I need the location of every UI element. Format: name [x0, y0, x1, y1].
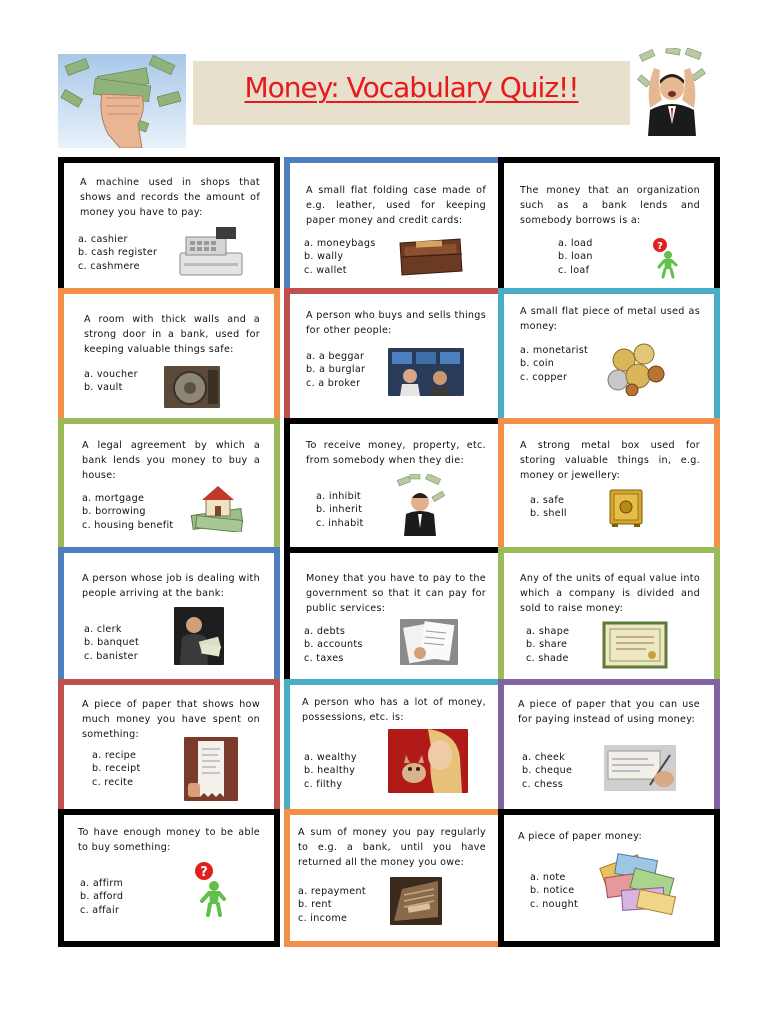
money-fist-image: [58, 54, 186, 148]
quiz-card-15: [498, 679, 720, 817]
answer-options: [558, 237, 593, 277]
option-c[interactable]: c. a broker: [306, 377, 361, 389]
answer-options: [304, 751, 357, 791]
option-a[interactable]: a. clerk: [84, 624, 122, 635]
option-b[interactable]: b. cheque: [522, 765, 573, 777]
question-text: A small flat piece of metal used as money:: [520, 306, 700, 332]
option-c[interactable]: c. taxes: [304, 652, 344, 664]
rich-woman-icon: [388, 729, 468, 793]
option-c[interactable]: c. cashmere: [78, 260, 140, 272]
page-title: Money: Vocabulary Quiz!!: [244, 71, 579, 104]
wallet-icon: [396, 237, 466, 277]
bank-clerk-icon: [174, 607, 224, 665]
quiz-card-2: [284, 157, 506, 295]
answer-options: [80, 877, 123, 917]
question-text: A small flat folding case made of e.g. leather, used for keeping paper money and credit cards:: [306, 185, 486, 226]
question-text: A person who buys and sells things for other people:: [306, 310, 486, 336]
quiz-card-10: [58, 547, 280, 685]
answer-options: [530, 871, 578, 911]
quiz-card-4: [58, 288, 280, 426]
option-c[interactable]: c. chess: [522, 778, 564, 790]
option-b[interactable]: b. coin: [520, 358, 555, 370]
quiz-card-18: [498, 809, 720, 947]
answer-options: [304, 625, 363, 665]
option-c[interactable]: c. income: [298, 912, 348, 924]
option-c[interactable]: c. filthy: [304, 778, 343, 790]
option-a[interactable]: a. inhibit: [316, 491, 361, 502]
answer-options: [520, 344, 588, 384]
answer-options: [526, 625, 569, 665]
option-c[interactable]: c. inhabit: [316, 517, 364, 529]
option-a[interactable]: a. shape: [526, 626, 570, 637]
option-a[interactable]: a. recipe: [92, 750, 137, 761]
answer-options: [298, 885, 366, 925]
option-b[interactable]: b. loan: [558, 251, 593, 263]
option-b[interactable]: b. vault: [84, 382, 123, 394]
title-banner: [193, 61, 630, 125]
quiz-card-7: [58, 418, 280, 556]
question-text: A room with thick walls and a strong door in a bank, used for keeping valuable things safe:: [84, 314, 260, 355]
tax-forms-icon: [400, 619, 458, 665]
quiz-card-16: [58, 809, 280, 947]
option-c[interactable]: c. loaf: [558, 264, 590, 276]
question-text: A legal agreement by which a bank lends you money to buy a house:: [82, 440, 260, 481]
option-a[interactable]: a. cashier: [78, 234, 128, 245]
bank-building-icon: [390, 877, 442, 925]
receipt-icon: [184, 737, 238, 801]
option-b[interactable]: b. share: [526, 639, 568, 651]
quiz-card-6: [498, 288, 720, 426]
option-b[interactable]: b. rent: [298, 899, 332, 911]
option-a[interactable]: a. debts: [304, 626, 346, 637]
option-b[interactable]: b. banquet: [84, 637, 140, 649]
answer-options: [84, 623, 139, 663]
question-text: A piece of paper that you can use for paying instead of using money:: [518, 699, 700, 725]
svg-text:?: ?: [657, 241, 663, 252]
gold-safe-icon: [608, 488, 644, 528]
vault-door-icon: [164, 366, 220, 408]
quiz-card-14: [284, 679, 506, 817]
option-a[interactable]: a. monetarist: [520, 345, 589, 356]
option-b[interactable]: b. notice: [530, 885, 575, 897]
option-b[interactable]: b. receipt: [92, 763, 141, 775]
question-text: Any of the units of equal value into which a company is divided and sold to raise money:: [520, 573, 700, 614]
option-b[interactable]: b. shell: [530, 508, 567, 520]
option-c[interactable]: c. housing benefit: [82, 519, 174, 531]
option-c[interactable]: c. banister: [84, 650, 138, 662]
question-figure-icon: [650, 237, 678, 279]
question-text: A person whose job is dealing with people arriving at the bank:: [82, 573, 260, 599]
answer-options: [92, 749, 141, 789]
option-b[interactable]: b. accounts: [304, 639, 363, 651]
quiz-card-1: [58, 157, 280, 295]
question-text: To receive money, property, etc. from somebody when they die:: [306, 440, 486, 466]
option-b[interactable]: b. inherit: [316, 504, 363, 516]
option-c[interactable]: c. copper: [520, 371, 568, 383]
question-text: A sum of money you pay regularly to e.g. a bank, until you have returned all the money you owe:: [298, 827, 486, 868]
quiz-card-9: [498, 418, 720, 556]
option-a[interactable]: a. wealthy: [304, 752, 357, 763]
svg-text:?: ?: [200, 865, 208, 880]
quiz-card-17: [284, 809, 506, 947]
coins-icon: [604, 340, 668, 396]
quiz-card-11: [284, 547, 506, 685]
question-text: A piece of paper money:: [518, 831, 643, 842]
question-text: A strong metal box used for storing valuable things in, e.g. money or jewellery:: [520, 440, 700, 481]
answer-options: [316, 490, 364, 530]
excited-man-image: [636, 48, 708, 136]
share-certificate-icon: [602, 621, 668, 669]
option-b[interactable]: b. healthy: [304, 765, 356, 777]
question-text: A machine used in shops that shows and records the amount of money you have to pay:: [80, 177, 260, 218]
cash-register-icon: [176, 223, 246, 279]
option-b[interactable]: b. afford: [80, 891, 124, 903]
option-b[interactable]: b. a burglar: [306, 364, 366, 376]
money-rain-man-icon: [396, 474, 446, 536]
option-a[interactable]: a. affirm: [80, 878, 124, 889]
answer-options: [78, 233, 157, 273]
question-text: To have enough money to be able to buy something:: [78, 827, 260, 853]
quiz-card-13: [58, 679, 280, 817]
answer-options: [82, 492, 173, 532]
option-c[interactable]: c. shade: [526, 652, 569, 664]
banknotes-icon: [598, 853, 678, 915]
option-c[interactable]: c. affair: [80, 904, 120, 916]
option-a[interactable]: a. load: [558, 238, 593, 249]
option-a[interactable]: a. a beggar: [306, 351, 365, 362]
cheque-writing-icon: [604, 745, 676, 791]
option-a[interactable]: a. cheek: [522, 752, 566, 763]
answer-options: [304, 237, 376, 277]
option-c[interactable]: c. recite: [92, 776, 134, 788]
quiz-card-5: [284, 288, 506, 426]
option-b[interactable]: b. wally: [304, 251, 344, 263]
house-on-money-icon: [188, 482, 248, 532]
option-a[interactable]: a. moneybags: [304, 238, 376, 249]
answer-options: [306, 350, 365, 390]
option-a[interactable]: a. voucher: [84, 369, 138, 380]
question-text: A piece of paper that shows how much money you have spent on something:: [82, 699, 260, 740]
question-text: A person who has a lot of money, possessions, etc. is:: [302, 697, 486, 723]
question-figure-icon: [192, 861, 228, 917]
option-a[interactable]: a. safe: [530, 495, 565, 506]
option-a[interactable]: a. repayment: [298, 886, 366, 897]
stock-traders-icon: [388, 348, 464, 396]
option-a[interactable]: a. note: [530, 872, 566, 883]
option-c[interactable]: c. wallet: [304, 264, 347, 276]
answer-options: [522, 751, 572, 791]
option-c[interactable]: c. nought: [530, 898, 579, 910]
answer-options: [530, 494, 567, 521]
quiz-card-3: [498, 157, 720, 295]
option-b[interactable]: b. borrowing: [82, 506, 146, 518]
quiz-card-12: [498, 547, 720, 685]
answer-options: [84, 368, 138, 395]
question-text: Money that you have to pay to the government so that it can pay for public services:: [306, 573, 486, 614]
option-a[interactable]: a. mortgage: [82, 493, 145, 504]
question-text: The money that an organization such as a bank lends and somebody borrows is a:: [520, 185, 700, 226]
quiz-card-8: [284, 418, 506, 556]
option-b[interactable]: b. cash register: [78, 247, 158, 259]
